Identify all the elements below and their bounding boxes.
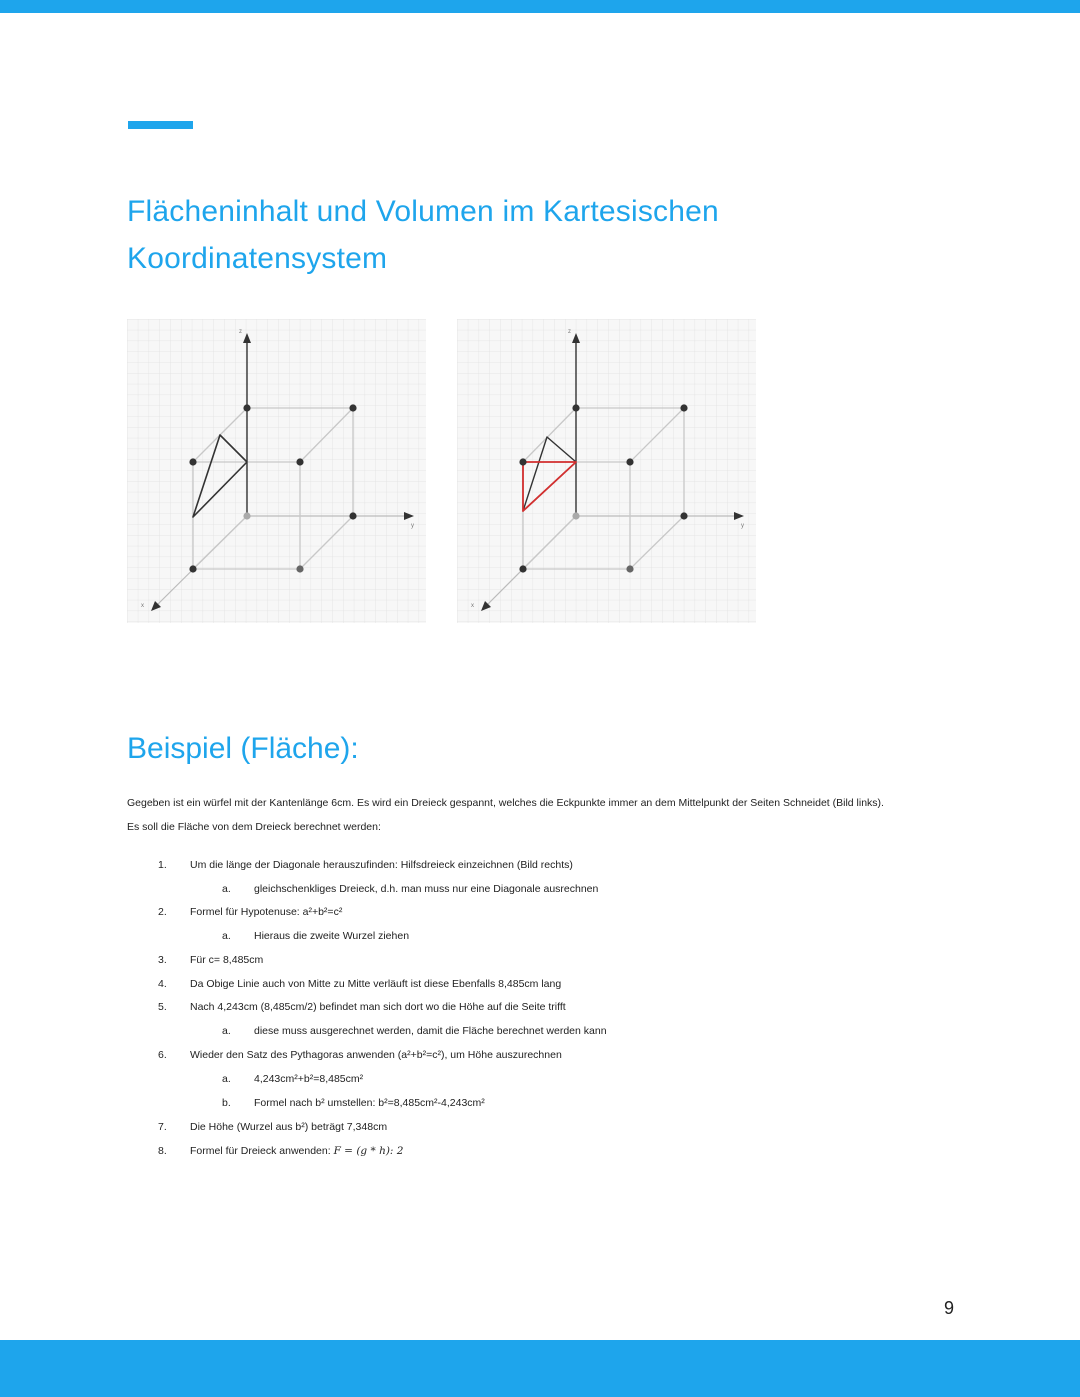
sub-step-letter: b. [222, 1097, 231, 1109]
step-text: Für c= 8,485cm [190, 954, 264, 966]
grid-lines [127, 319, 426, 623]
step-number: 7. [158, 1121, 167, 1133]
top-accent-bar [0, 0, 1080, 13]
z-axis-label: z [239, 329, 242, 335]
grid-lines [457, 319, 756, 623]
y-axis-label: y [741, 523, 744, 529]
step-text: Nach 4,243cm (8,485cm/2) befindet man sich dort wo die Höhe auf die Seite trifft [190, 1001, 566, 1013]
page-title-line-1: Flächeninhalt und Volumen im Kartesischen [127, 195, 719, 228]
section-heading: Beispiel (Fläche): [127, 732, 359, 765]
step-text: Da Obige Linie auch von Mitte zu Mitte verläuft ist diese Ebenfalls 8,485cm lang [190, 978, 562, 990]
step-number: 2. [158, 906, 167, 918]
step-number: 8. [158, 1145, 167, 1157]
cube-figure-right [457, 319, 756, 623]
x-axis-label: x [141, 603, 144, 609]
step-number: 4. [158, 978, 167, 990]
step-number: 1. [158, 859, 167, 871]
y-axis-label: y [411, 523, 414, 529]
accent-dash [128, 121, 193, 129]
sub-step-letter: a. [222, 1073, 231, 1085]
step-text: Um die länge der Diagonale herauszufinden: Hilfsdreieck einzeichnen (Bild rechts) [190, 859, 573, 871]
page-title [127, 188, 887, 282]
sub-step-text: diese muss ausgerechnet werden, damit die Fläche berechnet werden kann [254, 1025, 607, 1037]
step-text [190, 1145, 403, 1157]
step-number: 3. [158, 954, 167, 966]
sub-step-letter: a. [222, 883, 231, 895]
sub-step-text: Formel nach b² umstellen: b²=8,485cm²-4,243cm² [254, 1097, 485, 1109]
intro-line-2: Es soll die Fläche von dem Dreieck berechnet werden: [127, 820, 381, 833]
triangle-area-formula: F = (g * h): 2 [333, 1145, 404, 1157]
page-number: 9 [943, 1298, 954, 1318]
x-axis-label: x [471, 603, 474, 609]
step-text: Formel für Hypotenuse: a²+b²=c² [190, 906, 343, 918]
step-text-label: Formel für Dreieck anwenden: [190, 1145, 334, 1157]
page-title-line-2: Koordinatensystem [127, 242, 388, 275]
cube-figure-left [127, 319, 426, 623]
sub-step-letter: a. [222, 1025, 231, 1037]
sub-step-text: 4,243cm²+b²=8,485cm² [254, 1073, 364, 1085]
step-text: Die Höhe (Wurzel aus b²) beträgt 7,348cm [190, 1121, 388, 1133]
sub-step-letter: a. [222, 930, 231, 942]
step-text: Wieder den Satz des Pythagoras anwenden (a²+b²=c²), um Höhe auszurechnen [190, 1049, 562, 1061]
intro-text [127, 792, 1027, 839]
sub-step-text: gleichschenkliges Dreieck, d.h. man muss nur eine Diagonale ausrechnen [254, 883, 599, 895]
step-number: 6. [158, 1049, 167, 1061]
z-axis-label: z [568, 329, 571, 335]
sub-step-text: Hieraus die zweite Wurzel ziehen [254, 930, 410, 942]
step-number: 5. [158, 1001, 167, 1013]
intro-line-1: Gegeben ist ein würfel mit der Kantenlänge 6cm. Es wird ein Dreieck gespannt, welches die Eckpunkte immer an dem Mittelpunkt der Seiten Schneidet (Bild links). [127, 797, 884, 809]
bottom-accent-bar [0, 1340, 1080, 1397]
